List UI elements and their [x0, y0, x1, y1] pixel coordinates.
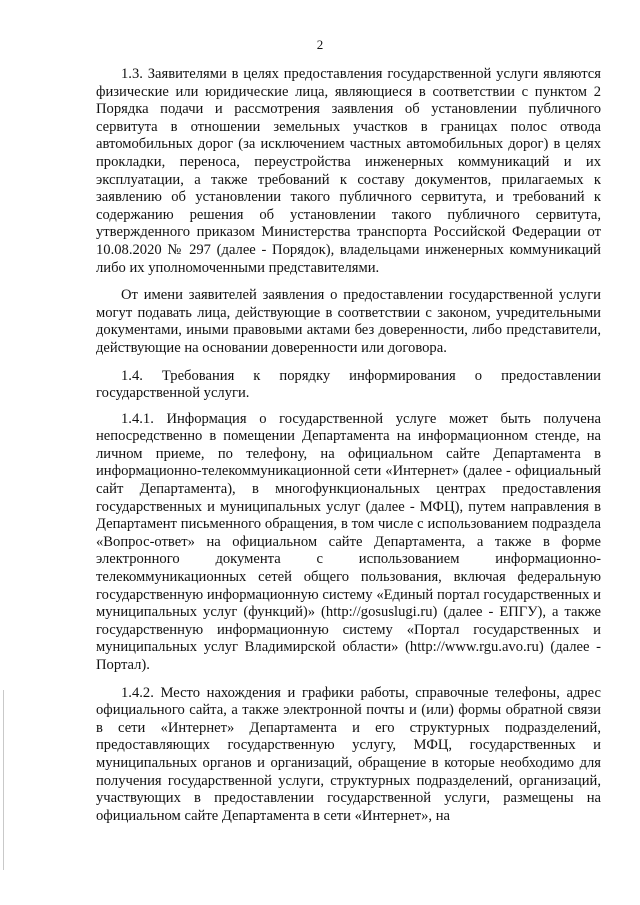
- paragraph-applicant-representatives: От имени заявителей заявления о предоставлении государственной услуги могут подавать лица, действующие в соответствии с законом, учредительными документами, иными правовыми актами без доверенности, либо представители, действующие на основании доверенности или договора.: [96, 287, 601, 356]
- page-number: 2: [316, 37, 324, 52]
- paragraph-1-4-1: 1.4.1. Информация о государственной услуге может быть получена непосредственно в помещении Департамента на информационном стенде, на личном приеме, по телефону, на официальном сайте Департамента в информационно-телекоммуникационной сети «Интернет» (далее - официальный сайт Департамента), в многофункциональных центрах предоставления государственных и муниципальных услуг (далее - МФЦ), путем направления в Департамент письменного обращения, в том числе с использованием подраздела «Вопрос-ответ» на официальном сайте Департамента, а также в форме электронного документа с использованием информационно-телекоммуникационных сетей общего пользования, включая федеральную государственную информационную систему «Единый портал государственных и муниципальных услуг (функций)» (http://gosuslugi.ru) (далее - ЕПГУ), а также государственную информационную систему «Портал государственных и муниципальных услуг Владимирской области» (http://www.rgu.avo.ru) (далее - Портал).: [96, 410, 601, 673]
- paragraph-1-3: 1.3. Заявителями в целях предоставления государственной услуги являются физические или юридические лица, являющиеся в соответствии с пунктом 2 Порядка подачи и рассмотрения заявления об установлении публичного сервитута в отношении земельных участков в границах полос отвода автомобильных дорог (за исключением частных автомобильных дорог) в целях прокладки, переноса, переустройства инженерных коммуникаций и их эксплуатации, а также требований к составу документов, прилагаемых к заявлению об установлении такого публичного сервитута, и требований к содержанию решения об установлении такого публичного сервитута, утвержденного приказом Министерства транспорта Российской Федерации от 10.08.2020 № 297 (далее - Порядок), владельцами инженерных коммуникаций либо их уполномоченными представителями.: [96, 66, 601, 276]
- document-body: [96, 66, 601, 835]
- scan-margin-mark: [3, 690, 4, 870]
- paragraph-1-4-2: 1.4.2. Место нахождения и графики работы, справочные телефоны, адрес официального сайта, а также электронной почты и (или) формы обратной связи в сети «Интернет» Департамента и его структурных подразделений, предоставляющих государственную услугу, МФЦ, государственных и муниципальных органов и организаций, обращение в которые необходимо для получения государственной услуги, структурных подразделений, организаций, участвующих в предоставлении государственной услуги, размещены на официальном сайте Департамента в сети «Интернет», на: [96, 684, 601, 824]
- paragraph-1-4: 1.4. Требования к порядку информирования о предоставлении государственной услуги.: [96, 367, 601, 402]
